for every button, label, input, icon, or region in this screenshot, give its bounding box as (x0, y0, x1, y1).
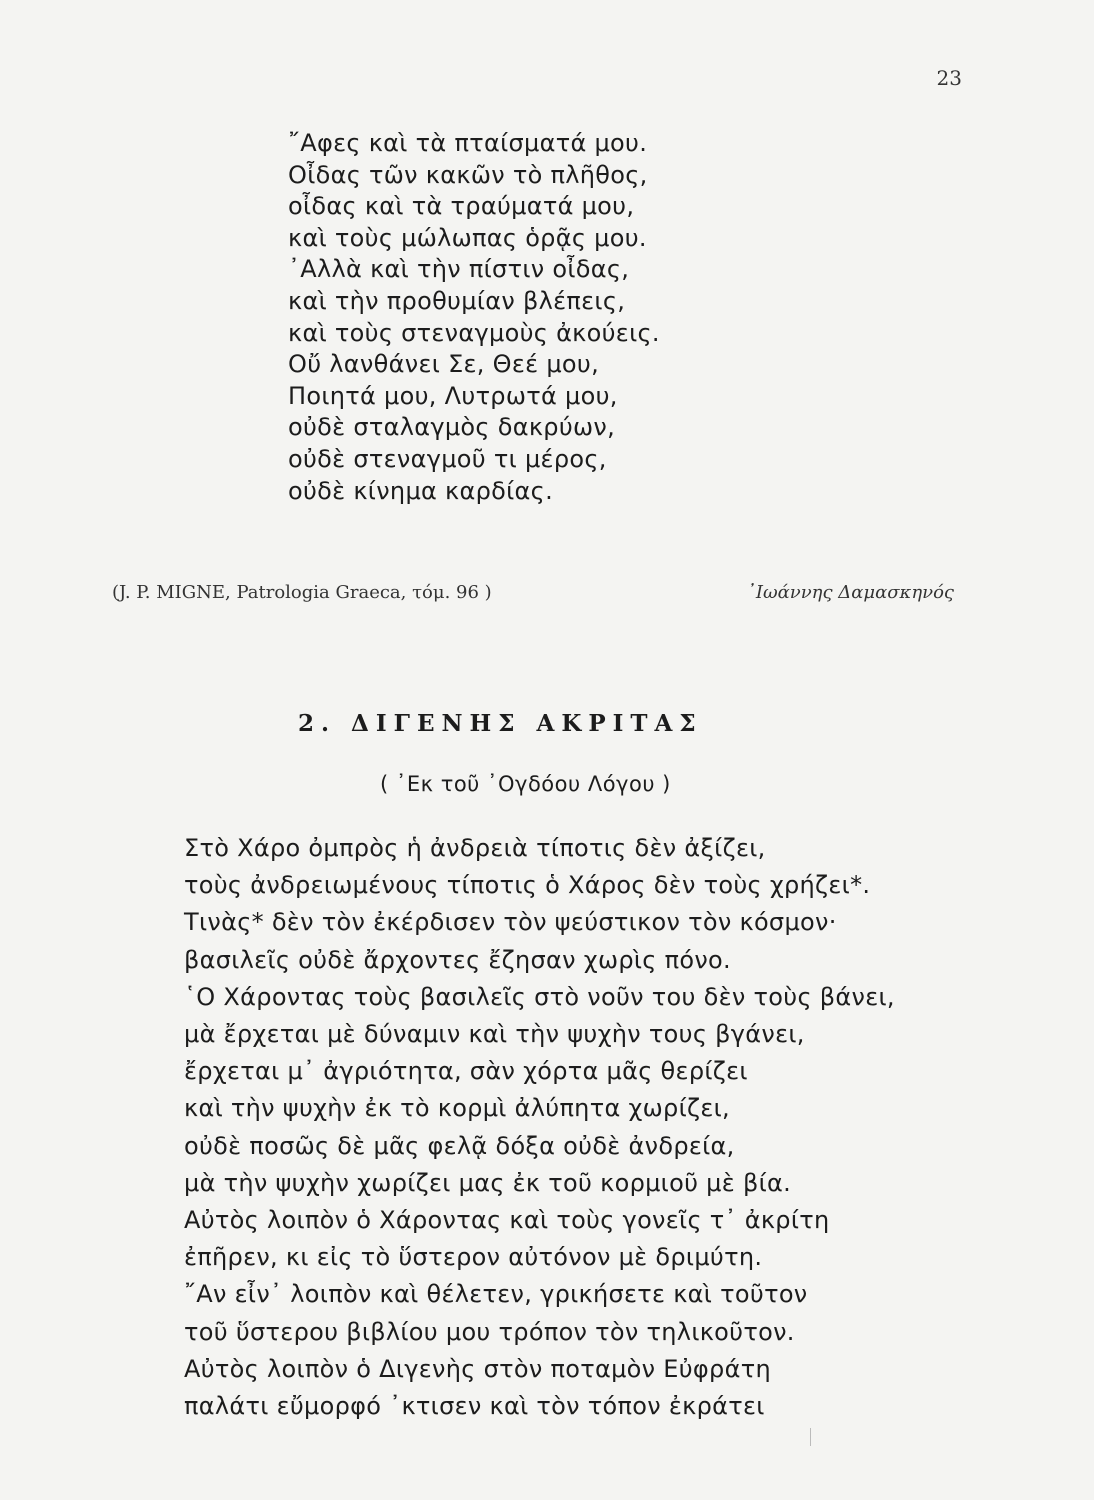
citation-author: ᾽Ιωάννης Δαμασκηνός (746, 582, 954, 603)
poem-line: μὰ ἔρχεται μὲ δύναμιν καὶ τὴν ψυχὴν τους βγάνει, (184, 1020, 805, 1049)
poem-line: τοὺς ἀνδρειωμένους τίποτις ὁ Χάρος δὲν τοὺς χρήζει*. (184, 871, 871, 900)
poem-line: παλάτι εὔμορφό ᾽κτισεν καὶ τὸν τόπον ἐκράτει (184, 1392, 765, 1421)
poem-line: μὰ τὴν ψυχὴν χωρίζει μας ἐκ τοῦ κορμιοῦ μὲ βία. (184, 1168, 792, 1197)
citation (112, 582, 954, 614)
page-mark (810, 1428, 811, 1446)
poem-digenis-akritas (184, 830, 895, 1425)
poem-line: Στὸ Χάρο ὀμπρὸς ἡ ἀνδρειὰ τίποτις δὲν ἀξίζει, (184, 834, 766, 862)
poem-line: οὐδὲ στεναγμοῦ τι μέρος, (288, 444, 607, 473)
poem-john-damascene (288, 128, 660, 507)
poem-line: οὐδὲ κίνημα καρδίας. (288, 476, 553, 505)
poem-line: οὐδὲ ποσῶς δὲ μᾶς φελᾷ δόξα οὐδὲ ἀνδρεία, (184, 1131, 735, 1160)
poem-line: οἶδας καὶ τὰ τραύματά μου, (288, 192, 635, 221)
poem-line: Οἶδας τῶν κακῶν τὸ πλῆθος, (288, 160, 648, 189)
poem-line: ᾽Αλλὰ καὶ τὴν πίστιν οἶδας, (288, 255, 630, 284)
poem-line: Ποιητά μου, Λυτρωτά μου, (288, 381, 618, 410)
page-number: 23 (936, 66, 962, 90)
section-title: 2. ΔΙΓΕΝΗΣ ΑΚΡΙΤΑΣ (298, 710, 703, 737)
poem-line: Οὔ λανθάνει Σε, Θεέ μου, (288, 350, 599, 379)
citation-source: (J. P. MIGNE, Patrologia Graeca, τόμ. 96 ) (112, 582, 492, 603)
poem-line: ἔρχεται μ᾽ ἀγριότητα, σὰν χόρτα μᾶς θερίζει (184, 1057, 748, 1086)
section-subtitle: ( ᾽Εκ τοῦ ᾽Ογδόου Λόγου ) (380, 772, 671, 796)
poem-line: βασιλεῖς οὐδὲ ἄρχοντες ἔζησαν χωρὶς πόνο. (184, 945, 731, 974)
poem-line: ῾Ο Χάροντας τοὺς βασιλεῖς στὸ νοῦν του δὲν τοὺς βάνει, (184, 982, 895, 1011)
poem-line: οὐδὲ σταλαγμὸς δακρύων, (288, 413, 616, 442)
poem-line: καὶ τοὺς μώλωπας ὁρᾷς μου. (288, 223, 647, 252)
poem-line: τοῦ ὕστερου βιβλίου μου τρόπον τὸν τηλικοῦτον. (184, 1317, 795, 1346)
poem-line: καὶ τὴν ψυχὴν ἐκ τὸ κορμὶ ἀλύπητα χωρίζει, (184, 1094, 730, 1123)
poem-line: ἐπῆρεν, κι εἰς τὸ ὕστερον αὐτόνον μὲ δριμύτη. (184, 1243, 763, 1272)
poem-line: καὶ τοὺς στεναγμοὺς ἀκούεις. (288, 318, 660, 347)
poem-line: ῎Αν εἶν᾽ λοιπὸν καὶ θέλετεν, γρικήσετε καὶ τοῦτον (184, 1280, 808, 1309)
poem-line: ῎Αφες καὶ τὰ πταίσματά μου. (288, 129, 648, 157)
poem-line: Αὐτὸς λοιπὸν ὁ Χάροντας καὶ τοὺς γονεῖς τ᾽ ἀκρίτη (184, 1206, 830, 1235)
poem-line: Τινὰς* δὲν τὸν ἐκέρδισεν τὸν ψεύστικον τὸν κόσμον· (184, 908, 837, 937)
poem-line: καὶ τὴν προθυμίαν βλέπεις, (288, 286, 626, 315)
poem-line: Αὐτὸς λοιπὸν ὁ Διγενὴς στὸν ποταμὸν Εὐφράτη (184, 1354, 771, 1383)
